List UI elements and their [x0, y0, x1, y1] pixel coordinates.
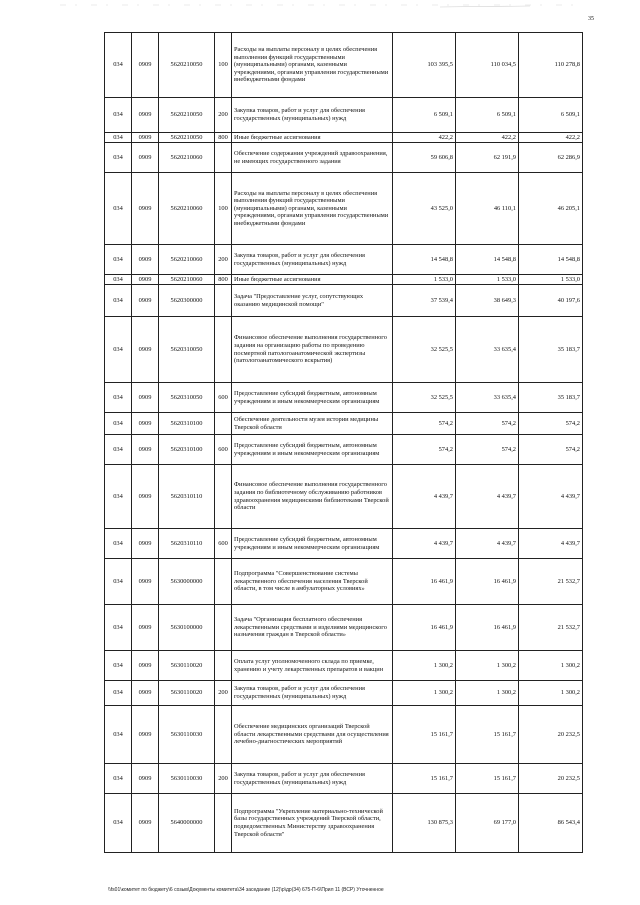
table-row: [105, 173, 583, 245]
amount-year1-cell: 4 439,7: [393, 465, 456, 529]
table-row: [105, 706, 583, 764]
amount-year1-cell: 16 461,9: [393, 559, 456, 605]
amount-year1-cell: 1 533,0: [393, 275, 456, 285]
expense-type-cell: [215, 559, 232, 605]
file-path-footer: \\fs01\комитет по бюджету\6 созыв\Документы комитета\34 заседание (12)\р\др(34) 675-П-6\Прил 11 (ВСР) Уточненное: [108, 887, 384, 893]
section-cell: 0909: [132, 605, 159, 651]
item-name-cell: Оплата услуг уполномоченного склада по приемке, хранению и учету лекарственных препаратов и вакцин: [232, 651, 393, 681]
item-name-cell: Подпрограмма "Укрепление материально-технической базы государственных учреждений Тверской области, подведомственных Министерству здравоохранения Тверской области": [232, 794, 393, 853]
amount-year2-cell: 38 649,3: [456, 285, 519, 317]
amount-year1-cell: 6 509,1: [393, 98, 456, 133]
expense-type-cell: 800: [215, 133, 232, 143]
table-row: [105, 681, 583, 706]
code-cell: 034: [105, 317, 132, 383]
table-row: [105, 33, 583, 98]
code-cell: 034: [105, 133, 132, 143]
table-row: [105, 133, 583, 143]
expense-type-cell: 600: [215, 435, 232, 465]
item-name-cell: Расходы на выплаты персоналу в целях обеспечения выполнения функций государственными (муниципальными) органами, казенными учреждениями, органами управления государственными внебюджетными фондами: [232, 173, 393, 245]
item-name-cell: Финансовое обеспечение выполнения государственного задания на организацию работы по проведению посмертной патологоанатомической экспертизы (патологоанатомического вскрытия): [232, 317, 393, 383]
amount-year2-cell: 4 439,7: [456, 529, 519, 559]
scan-noise: [60, 2, 580, 10]
section-cell: 0909: [132, 143, 159, 173]
amount-year1-cell: 43 525,0: [393, 173, 456, 245]
expense-type-cell: 200: [215, 764, 232, 794]
amount-year2-cell: 1 300,2: [456, 681, 519, 706]
amount-year1-cell: 1 300,2: [393, 681, 456, 706]
section-cell: 0909: [132, 435, 159, 465]
amount-year3-cell: 6 509,1: [519, 98, 583, 133]
expense-type-cell: [215, 465, 232, 529]
amount-year1-cell: 4 439,7: [393, 529, 456, 559]
target-article-cell: 5620210060: [159, 275, 215, 285]
expense-type-cell: 800: [215, 275, 232, 285]
table-row: [105, 285, 583, 317]
amount-year1-cell: 1 300,2: [393, 651, 456, 681]
amount-year1-cell: 32 525,5: [393, 317, 456, 383]
section-cell: 0909: [132, 706, 159, 764]
code-cell: 034: [105, 285, 132, 317]
expense-type-cell: 100: [215, 173, 232, 245]
amount-year1-cell: 103 395,5: [393, 33, 456, 98]
expense-type-cell: [215, 651, 232, 681]
section-cell: 0909: [132, 413, 159, 435]
table-row: [105, 413, 583, 435]
code-cell: 034: [105, 764, 132, 794]
expense-type-cell: 200: [215, 681, 232, 706]
table-row: [105, 143, 583, 173]
amount-year1-cell: 32 525,5: [393, 383, 456, 413]
code-cell: 034: [105, 173, 132, 245]
amount-year2-cell: 574,2: [456, 413, 519, 435]
amount-year1-cell: 16 461,9: [393, 605, 456, 651]
target-article-cell: 5620310100: [159, 413, 215, 435]
amount-year2-cell: 422,2: [456, 133, 519, 143]
item-name-cell: Обеспечение медицинских организаций Тверской области лекарственными средствами для осуществления лечебно-диагностических мероприятий: [232, 706, 393, 764]
code-cell: 034: [105, 681, 132, 706]
target-article-cell: 5630000000: [159, 559, 215, 605]
code-cell: 034: [105, 275, 132, 285]
section-cell: 0909: [132, 285, 159, 317]
amount-year3-cell: 4 439,7: [519, 465, 583, 529]
target-article-cell: 5630110030: [159, 706, 215, 764]
table-row: [105, 465, 583, 529]
code-cell: 034: [105, 33, 132, 98]
section-cell: 0909: [132, 681, 159, 706]
target-article-cell: 5620310110: [159, 529, 215, 559]
item-name-cell: Обеспечение содержания учреждений здравоохранения, не имеющих государственного задания: [232, 143, 393, 173]
section-cell: 0909: [132, 317, 159, 383]
amount-year2-cell: 16 461,9: [456, 605, 519, 651]
amount-year2-cell: 110 034,5: [456, 33, 519, 98]
amount-year2-cell: 33 635,4: [456, 383, 519, 413]
amount-year1-cell: 37 539,4: [393, 285, 456, 317]
target-article-cell: 5620210060: [159, 245, 215, 275]
code-cell: 034: [105, 529, 132, 559]
code-cell: 034: [105, 706, 132, 764]
table-row: [105, 559, 583, 605]
budget-table: [104, 32, 583, 853]
code-cell: 034: [105, 651, 132, 681]
item-name-cell: Расходы на выплаты персоналу в целях обеспечения выполнения функций государственными (муниципальными) органами, казенными учреждениями, органами управления государственными внебюджетными фондами: [232, 33, 393, 98]
code-cell: 034: [105, 383, 132, 413]
amount-year2-cell: 46 110,1: [456, 173, 519, 245]
section-cell: 0909: [132, 33, 159, 98]
section-cell: 0909: [132, 794, 159, 853]
amount-year3-cell: 20 232,5: [519, 764, 583, 794]
expense-type-cell: [215, 706, 232, 764]
item-name-cell: Иные бюджетные ассигнования: [232, 275, 393, 285]
expense-type-cell: 600: [215, 529, 232, 559]
target-article-cell: 5620310100: [159, 435, 215, 465]
amount-year1-cell: 574,2: [393, 435, 456, 465]
item-name-cell: Предоставление субсидий бюджетным, автономным учреждениям и иным некоммерческим организациям: [232, 435, 393, 465]
code-cell: 034: [105, 435, 132, 465]
code-cell: 034: [105, 413, 132, 435]
expense-type-cell: 100: [215, 33, 232, 98]
section-cell: 0909: [132, 275, 159, 285]
amount-year1-cell: 130 875,3: [393, 794, 456, 853]
amount-year2-cell: 15 161,7: [456, 706, 519, 764]
expense-type-cell: [215, 605, 232, 651]
amount-year3-cell: 20 232,5: [519, 706, 583, 764]
target-article-cell: 5630110030: [159, 764, 215, 794]
amount-year2-cell: 1 300,2: [456, 651, 519, 681]
item-name-cell: Предоставление субсидий бюджетным, автономным учреждениям и иным некоммерческим организациям: [232, 383, 393, 413]
expense-type-cell: [215, 413, 232, 435]
amount-year2-cell: 14 548,8: [456, 245, 519, 275]
amount-year2-cell: 62 191,9: [456, 143, 519, 173]
section-cell: 0909: [132, 529, 159, 559]
amount-year3-cell: 40 197,6: [519, 285, 583, 317]
section-cell: 0909: [132, 133, 159, 143]
target-article-cell: 5630100000: [159, 605, 215, 651]
amount-year3-cell: 21 532,7: [519, 559, 583, 605]
target-article-cell: 5630110020: [159, 681, 215, 706]
item-name-cell: Финансовое обеспечение выполнения государственного задания по библиотечному обслуживанию работников здравоохранения медицинскими библиотеками Тверской области: [232, 465, 393, 529]
expense-type-cell: [215, 143, 232, 173]
item-name-cell: Задача "Организация бесплатного обеспечения лекарственными средствами и изделиями медицинского назначения граждан в Тверской области»: [232, 605, 393, 651]
target-article-cell: 5620210050: [159, 33, 215, 98]
code-cell: 034: [105, 245, 132, 275]
amount-year3-cell: 35 183,7: [519, 317, 583, 383]
amount-year1-cell: 14 548,8: [393, 245, 456, 275]
amount-year2-cell: 16 461,9: [456, 559, 519, 605]
table-row: [105, 317, 583, 383]
table-row: [105, 98, 583, 133]
item-name-cell: Подпрограмма "Совершенствование системы лекарственного обеспечения населения Тверской области, в том числе в амбулаторных условиях»: [232, 559, 393, 605]
table-row: [105, 651, 583, 681]
amount-year3-cell: 35 183,7: [519, 383, 583, 413]
amount-year1-cell: 15 161,7: [393, 706, 456, 764]
amount-year2-cell: 33 635,4: [456, 317, 519, 383]
section-cell: 0909: [132, 764, 159, 794]
target-article-cell: 5620310050: [159, 383, 215, 413]
code-cell: 034: [105, 605, 132, 651]
code-cell: 034: [105, 559, 132, 605]
item-name-cell: Задача "Предоставление услуг, сопутствующих оказанию медицинской помощи": [232, 285, 393, 317]
item-name-cell: Обеспечение деятельности музея истории медицины Тверской области: [232, 413, 393, 435]
table-row: [105, 605, 583, 651]
table-row: [105, 794, 583, 853]
amount-year3-cell: 86 543,4: [519, 794, 583, 853]
amount-year3-cell: 110 278,8: [519, 33, 583, 98]
amount-year3-cell: 574,2: [519, 435, 583, 465]
section-cell: 0909: [132, 245, 159, 275]
expense-type-cell: [215, 794, 232, 853]
expense-type-cell: [215, 285, 232, 317]
amount-year3-cell: 62 286,9: [519, 143, 583, 173]
amount-year2-cell: 69 177,0: [456, 794, 519, 853]
amount-year2-cell: 6 509,1: [456, 98, 519, 133]
amount-year3-cell: 1 533,0: [519, 275, 583, 285]
item-name-cell: Закупка товаров, работ и услуг для обеспечения государственных (муниципальных) нужд: [232, 764, 393, 794]
amount-year2-cell: 1 533,0: [456, 275, 519, 285]
table-row: [105, 529, 583, 559]
amount-year3-cell: 46 205,1: [519, 173, 583, 245]
table-row: [105, 764, 583, 794]
amount-year1-cell: 59 606,8: [393, 143, 456, 173]
amount-year3-cell: 1 300,2: [519, 651, 583, 681]
item-name-cell: Закупка товаров, работ и услуг для обеспечения государственных (муниципальных) нужд: [232, 245, 393, 275]
section-cell: 0909: [132, 651, 159, 681]
section-cell: 0909: [132, 559, 159, 605]
code-cell: 034: [105, 794, 132, 853]
target-article-cell: 5620310050: [159, 317, 215, 383]
target-article-cell: 5620210050: [159, 133, 215, 143]
table-row: [105, 383, 583, 413]
item-name-cell: Предоставление субсидий бюджетным, автономным учреждениям и иным некоммерческим организациям: [232, 529, 393, 559]
section-cell: 0909: [132, 383, 159, 413]
amount-year2-cell: 15 161,7: [456, 764, 519, 794]
section-cell: 0909: [132, 98, 159, 133]
amount-year2-cell: 4 439,7: [456, 465, 519, 529]
amount-year1-cell: 574,2: [393, 413, 456, 435]
section-cell: 0909: [132, 173, 159, 245]
table-row: [105, 275, 583, 285]
target-article-cell: 5640000000: [159, 794, 215, 853]
target-article-cell: 5620310110: [159, 465, 215, 529]
amount-year3-cell: 422,2: [519, 133, 583, 143]
amount-year3-cell: 1 300,2: [519, 681, 583, 706]
amount-year3-cell: 574,2: [519, 413, 583, 435]
target-article-cell: 5620210060: [159, 173, 215, 245]
code-cell: 034: [105, 465, 132, 529]
code-cell: 034: [105, 143, 132, 173]
amount-year2-cell: 574,2: [456, 435, 519, 465]
item-name-cell: Иные бюджетные ассигнования: [232, 133, 393, 143]
amount-year3-cell: 21 532,7: [519, 605, 583, 651]
table-row: [105, 435, 583, 465]
item-name-cell: Закупка товаров, работ и услуг для обеспечения государственных (муниципальных) нужд: [232, 98, 393, 133]
expense-type-cell: 200: [215, 245, 232, 275]
amount-year3-cell: 14 548,8: [519, 245, 583, 275]
amount-year1-cell: 15 161,7: [393, 764, 456, 794]
amount-year1-cell: 422,2: [393, 133, 456, 143]
code-cell: 034: [105, 98, 132, 133]
target-article-cell: 5620210060: [159, 143, 215, 173]
target-article-cell: 5620300000: [159, 285, 215, 317]
expense-type-cell: 600: [215, 383, 232, 413]
target-article-cell: 5620210050: [159, 98, 215, 133]
item-name-cell: Закупка товаров, работ и услуг для обеспечения государственных (муниципальных) нужд: [232, 681, 393, 706]
expense-type-cell: [215, 317, 232, 383]
table-row: [105, 245, 583, 275]
target-article-cell: 5630110020: [159, 651, 215, 681]
amount-year3-cell: 4 439,7: [519, 529, 583, 559]
expense-type-cell: 200: [215, 98, 232, 133]
section-cell: 0909: [132, 465, 159, 529]
page-number: 35: [588, 16, 594, 22]
